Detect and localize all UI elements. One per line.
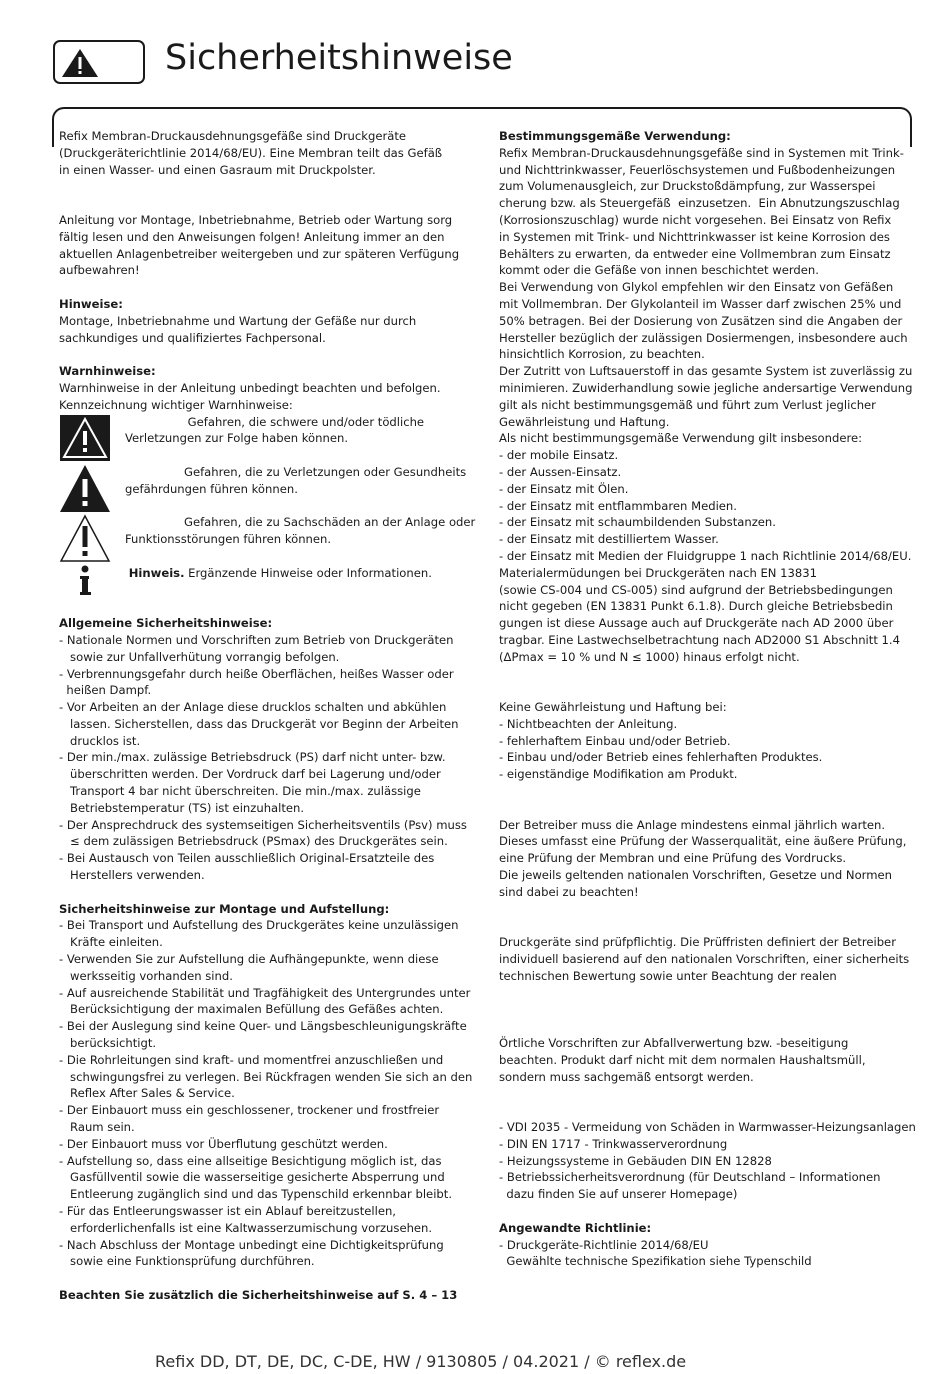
warning-row-warning [59,464,479,514]
mount-heading: Sicherheitshinweise zur Montage und Aufstellung: [59,901,390,916]
text-line: - Der Einbauort muss vor Überflutung geschützt werden. [59,1136,388,1151]
directive-list [499,1237,909,1271]
text-line: - Verwenden Sie zur Aufstellung die Aufhängepunkte, wenn diese [59,952,439,967]
text-line: überschritten werden. Der Vordruck darf bei Lagerung und/oder [59,767,441,782]
text-line: individuell basierend auf den nationalen Vorschriften, einer sicherheits [499,952,910,967]
manual-paragraph [59,212,479,279]
warning-triangle-icon [58,47,140,79]
page-title: Sicherheitshinweise [165,38,513,78]
text-line: lassen. Sicherstellen, dass das Druckgerät vor Beginn der Arbeiten [59,716,459,731]
text-line: Behälters zu erwarten, da entweder eine Vollmembran zum Einsatz [499,246,891,261]
text-line: minimieren. Zuwiderhandlung sowie jegliche andersartige Verwendung [499,380,913,395]
text-line: Herstellers verwenden. [59,868,205,883]
text-line: - Nichtbeachten der Anleitung. [499,716,678,731]
text-line: - der Einsatz mit Ölen. [499,481,629,496]
text-line: - Bei Transport und Aufstellung des Druckgerätes keine unzulässigen [59,918,459,933]
text-line: Gefahren, die zu Sachschäden an der Anlage oder [125,515,476,530]
text-line: - der Einsatz mit Medien der Fluidgruppe 1 nach Richtlinie 2014/68/EU. [499,548,912,563]
text-line: sachkundiges und qualifiziertes Fachpersonal. [59,330,326,345]
closing-note: Beachten Sie zusätzlich die Sicherheitshinweise auf S. 4 – 13 [59,1287,458,1302]
text-line: - Betriebssicherheitsverordnung (für Deutschland – Informationen [499,1170,881,1185]
text-line: Der Zutritt von Luftsauerstoff in das gesamte System ist zuverlässig zu [499,364,913,379]
caution-icon [59,514,113,564]
text-line: - Die Rohrleitungen sind kraft- und momentfrei anzuschließen und [59,1052,444,1067]
text-line: - VDI 2035 - Vermeidung von Schäden in Warmwasser-Heizungsanlagen [499,1120,916,1135]
text-line: (ΔPmax = 10 % und N ≤ 1000) hinaus erfolgt nicht. [499,649,800,664]
text-line: Transport 4 bar nicht überschreiten. Die min./max. zulässige [59,784,421,799]
text-line: Warnhinweise in der Anleitung unbedingt beachten und befolgen. [59,380,441,395]
text-line: Verletzungen zur Folge haben können. [125,431,349,446]
maintenance-paragraph [499,817,909,901]
text-line: Der Betreiber muss die Anlage mindestens einmal jährlich warten. [499,817,886,832]
use-heading: Bestimmungsgemäße Verwendung: [499,129,731,143]
text-line: beachten. Produkt darf nicht mit dem normalen Haushaltsmüll, [499,1052,866,1067]
danger-icon [59,414,113,464]
text-line: sowie zur Unfallverhütung vorrangig befolgen. [59,649,340,664]
left-column [59,128,479,1304]
text-line: Reflex After Sales & Service. [59,1086,235,1101]
text-line: sondern muss sachgemäß entsorgt werden. [499,1069,754,1084]
text-line: sind dabei zu beachten! [499,884,639,899]
mount-list [59,917,479,1270]
text-line: - der Einsatz mit destilliertem Wasser. [499,532,719,547]
text-line: hinsichtlich Korrosion, zu beachten. [499,347,705,362]
text-line: technischen Bewertung sowie unter Beachtung der realen [499,968,837,983]
text-line: schwingungsfrei zu verlegen. Bei Rückfragen wenden Sie sich an den [59,1069,473,1084]
text-line: Refix Membran-Druckausdehnungsgefäße sind Druckgeräte [59,129,407,143]
page-footer: Refix DD, DT, DE, DC, C-DE, HW / 9130805 / 04.2021 / © reflex.de [155,1352,687,1371]
inspection-paragraph [499,934,909,984]
text-line: Gefahren, die schwere und/oder tödliche [125,414,425,429]
intro-paragraph [59,128,479,178]
text-line: Raum sein. [59,1120,135,1135]
text-line: drucklos ist. [59,733,141,748]
text-line: dazu finden Sie auf unserer Homepage) [499,1187,738,1202]
text-line: Bei Verwendung von Glykol empfehlen wir den Einsatz von Gefäßen [499,280,894,295]
standards-list [499,1119,916,1203]
text-line: aufbewahren! [59,263,140,278]
text-line: berücksichtigt. [59,1036,157,1051]
text-line: Anleitung vor Montage, Inbetriebnahme, Betrieb oder Wartung sorg [59,212,453,227]
text-line: gungen ist diese Aussage auch auf Druckgeräte nach AD 2000 über [499,616,894,631]
right-column [499,128,916,1270]
text-line: tragbar. Eine Lastwechselbetrachtung nach AD2000 S1 Abschnitt 1.4 [499,632,900,647]
text-line: - fehlerhaftem Einbau und/oder Betrieb. [499,733,731,748]
text-line: und Nichttrinkwasser, Feuerlöschsystemen und Fußbodenheizungen [499,162,896,177]
text-line: Hersteller bezüglich der zulässigen Dosiermengen, insbesondere auch [499,330,908,345]
text-line: 50% betragen. Bei der Dosierung von Zusätzen sind die Angaben der [499,313,903,328]
use-paragraph [499,145,913,666]
text-line: - Nach Abschluss der Montage unbedingt eine Dichtigkeitsprüfung [59,1237,444,1252]
text-line: Betriebstemperatur (TS) ist einzuhalten. [59,800,305,815]
text-line: gilt als nicht bestimmungsgemäß und führt zum Verlust jeglicher [499,397,876,412]
general-list [59,632,479,884]
text-line: Keine Gewährleistung und Haftung bei: [499,700,727,715]
general-heading: Allgemeine Sicherheitshinweise: [59,616,273,631]
text-line: - Auf ausreichende Stabilität und Tragfähigkeit des Untergrundes unter [59,985,471,1000]
text-line: gefährdungen führen können. [125,481,298,496]
text-line: mit Vollmembran. Der Glykolanteil im Wasser darf zwischen 25% und [499,296,902,311]
text-line: cherung bzw. als Steuergefäß einzusetzen. Ein Abnutzungszuschlag [499,196,900,211]
info-icon [59,565,113,599]
header-icon-box [53,40,145,84]
warn-heading: Warnhinweise: [59,364,156,379]
text-line: zum Volumenausgleich, zur Druckstoßdämpfung, zur Wasserspei [499,179,876,194]
text-line: in Systemen mit Trink- und Nichttrinkwasser ist keine Korrosion des [499,229,890,244]
text-line: - DIN EN 1717 - Trinkwasserverordnung [499,1136,728,1151]
text-line: Materialermüdungen bei Druckgeräten nach EN 13831 [499,565,818,580]
text-line: Druckgeräte sind prüfpflichtig. Die Prüffristen definiert der Betreiber [499,935,896,950]
text-line: - Für das Entleerungswasser ist ein Ablauf bereitzustellen, [59,1204,396,1218]
text-line: - der Einsatz mit entflammbaren Medien. [499,498,737,513]
text-line: Gasfüllventil sowie die wasserseitige gesicherte Absperrung und [59,1170,445,1185]
hint-label: Hinweis. [128,565,185,580]
text-line: nicht gegeben (EN 13831 Punkt 6.1.8). Durch gleiche Betriebsbedin [499,599,893,614]
text-line: Montage, Inbetriebnahme und Wartung der Gefäße nur durch [59,313,417,328]
text-line [125,565,432,582]
text-line: Kräfte einleiten. [59,935,163,950]
text-line: - der Aussen-Einsatz. [499,464,622,479]
text-line: in einen Wasser- und einen Gasraum mit Druckpolster. [59,162,376,177]
text-line: Örtliche Vorschriften zur Abfallverwertung bzw. -beseitigung [499,1036,849,1051]
text-line: heißen Dampf. [59,683,152,698]
text-line: (sowie CS-004 und CS-005) sind aufgrund der Betriebsbedingungen [499,582,893,597]
warning-row-danger [59,414,479,464]
text-line: Kennzeichnung wichtiger Warnhinweise: [59,397,293,412]
text-line: Als nicht bestimmungsgemäße Verwendung gilt insbesondere: [499,431,863,446]
text-line: Funktionsstörungen führen können. [125,532,332,547]
text-line: ≤ dem zulässigen Betriebsdruck (PSmax) des Druckgerätes sein. [59,834,448,849]
text-line: - eigenständige Modifikation am Produkt. [499,767,738,782]
text-line: - Bei der Auslegung sind keine Quer- und Längsbeschleunigungskräfte [59,1019,467,1034]
text-line: Berücksichtigung der maximalen Befüllung des Gefäßes achten. [59,1002,444,1017]
text-line: (Korrosionszuschlag) wurde nicht vorgesehen. Bei Einsatz von Refix [499,212,892,227]
text-line: werksseitig vorhanden sind. [59,968,233,983]
disposal-paragraph [499,1035,909,1085]
text-line: - Druckgeräte-Richtlinie 2014/68/EU [499,1237,709,1252]
text-line: - Vor Arbeiten an der Anlage diese drucklos schalten und abkühlen [59,700,447,715]
text-line: - Bei Austausch von Teilen ausschließlich Original-Ersatzteile des [59,851,435,866]
text-line: - Aufstellung so, dass eine allseitige Besichtigung möglich ist, das [59,1153,442,1168]
text-line: eine Prüfung der Membran und eine Prüfung des Vordrucks. [499,851,847,866]
text-line: - Einbau und/oder Betrieb eines fehlerhaften Produktes. [499,750,823,765]
text-line: - Verbrennungsgefahr durch heiße Oberflächen, heißes Wasser oder [59,666,454,681]
text-line: - Der min./max. zulässige Betriebsdruck (PS) darf nicht unter- bzw. [59,750,446,765]
hint-text: Ergänzende Hinweise oder Informationen. [184,565,432,580]
text-line: erforderlichenfalls ist eine Kaltwasserzumischung vorzusehen. [59,1220,433,1235]
text-line: Dieses umfasst eine Prüfung der Wasserqualität, eine äußere Prüfung, [499,834,907,849]
text-line: - Heizungssysteme in Gebäuden DIN EN 12828 [499,1153,772,1168]
text-line: Gewählte technische Spezifikation siehe Typenschild [499,1254,812,1269]
text-line: kommt oder die Gefäße von innen beschichtet werden. [499,263,819,278]
text-line: fältig lesen und den Anweisungen folgen! Anleitung immer an den [59,229,445,244]
text-line: - der mobile Einsatz. [499,448,619,463]
text-line: Gewährleistung und Haftung. [499,414,670,429]
text-line: Refix Membran-Druckausdehnungsgefäße sind in Systemen mit Trink- [499,145,904,160]
warning-icon [59,464,113,514]
text-line: sowie eine Funktionsprüfung durchführen. [59,1254,315,1269]
text-line: (Druckgeräterichtlinie 2014/68/EU). Eine Membran teilt das Gefäß [59,145,443,160]
text-line: Gefahren, die zu Verletzungen oder Gesundheits [125,464,467,479]
hint-row [59,565,479,599]
warning-row-caution [59,514,479,564]
notes-heading: Hinweise: [59,296,123,311]
text-line: - der Einsatz mit schaumbildenden Substanzen. [499,515,776,530]
directive-heading: Angewandte Richtlinie: [499,1220,652,1235]
text-line: aktuellen Anlagenbetreiber weitergeben und zur späteren Verfügung [59,246,460,261]
text-line: Die jeweils geltenden nationalen Vorschriften, Gesetze und Normen [499,868,893,883]
warranty-paragraph [499,699,909,783]
text-line: - Der Ansprechdruck des systemseitigen Sicherheitsventils (Psv) muss [59,817,467,832]
text-line: - Nationale Normen und Vorschriften zum Betrieb von Druckgeräten [59,632,454,647]
text-line: - Der Einbauort muss ein geschlossener, trockener und frostfreier [59,1103,440,1118]
text-line: Entleerung zugänglich sind und das Typenschild erkennbar bleibt. [59,1187,453,1202]
